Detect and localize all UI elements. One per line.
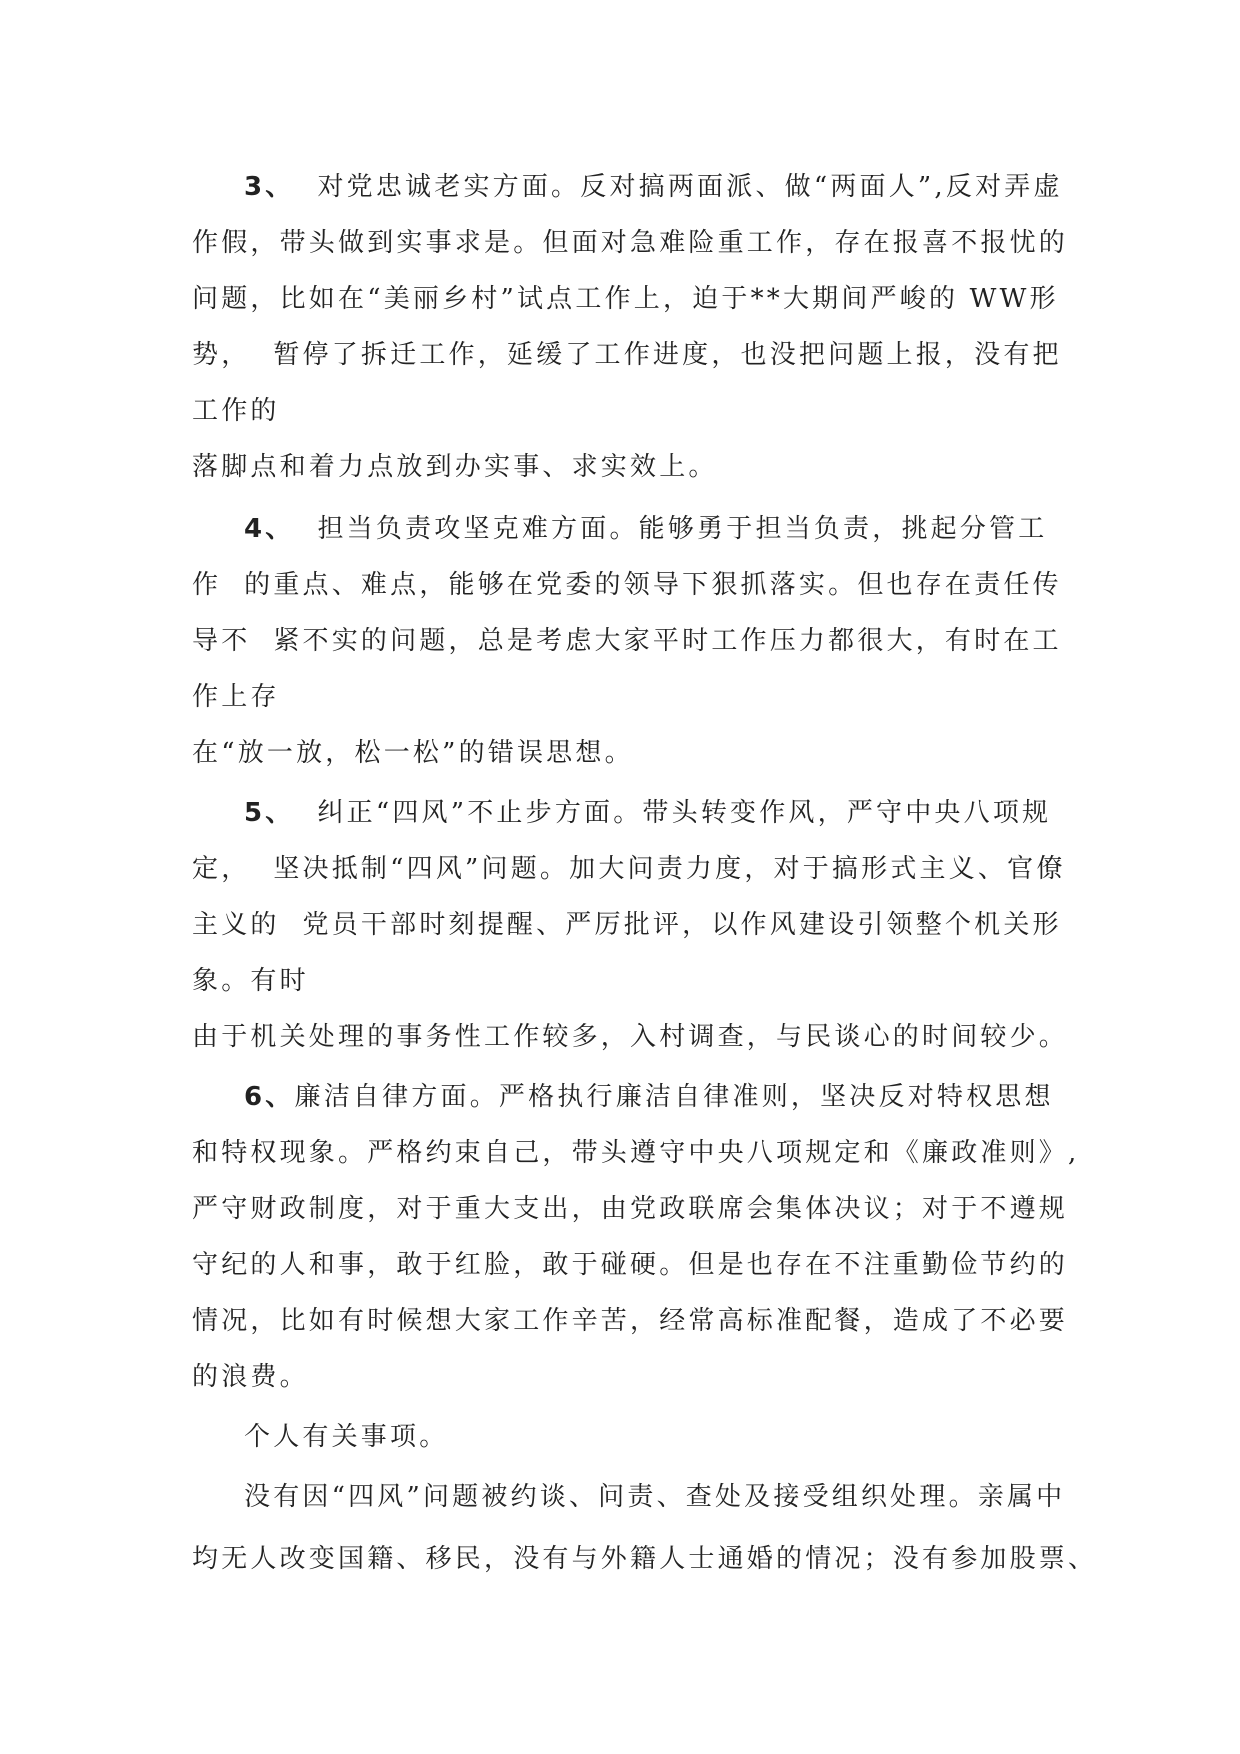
section-3-line-4: 势， 暂停了拆迁工作，延缓了工作进度，也没把问题上报，没有把 <box>192 340 1062 370</box>
section-3-line-5: 工作的 <box>192 396 280 426</box>
section-6-number: 6、 <box>244 1082 295 1112</box>
section-6-line-3: 严守财政制度，对于重大支出，由党政联席会集体决议；对于不遵规 <box>192 1194 1069 1224</box>
section-6-line-2: 和特权现象。严格约束自己，带头遵守中央八项规定和《廉政准则》, <box>192 1138 1080 1168</box>
section-3-line-1: 3、 对党忠诚老实方面。反对搞两面派、做“两面人”,反对弄虚 <box>244 172 1063 202</box>
section-3-line-6: 落脚点和着力点放到办实事、求实效上。 <box>192 452 718 482</box>
section-6-line-4: 守纪的人和事，敢于红脸，敢于碰硬。但是也存在不注重勤俭节约的 <box>192 1250 1069 1280</box>
section-6-line-1: 6、廉洁自律方面。严格执行廉洁自律准则，坚决反对特权思想 <box>244 1082 1054 1112</box>
section-3-number: 3、 <box>244 172 295 202</box>
section-5-line-2: 定， 坚决抵制“四风”问题。加大问责力度，对于搞形式主义、官僚 <box>192 854 1066 884</box>
section-3-line-2: 作假，带头做到实事求是。但面对急难险重工作，存在报喜不报忧的 <box>192 228 1069 258</box>
personal-line-2: 均无人改变国籍、移民，没有与外籍人士通婚的情况；没有参加股票、 <box>192 1544 1098 1574</box>
personal-line-1: 没有因“四风”问题被约谈、问责、查处及接受组织处理。亲属中 <box>244 1482 1066 1512</box>
section-3-line-3: 问题，比如在“美丽乡村”试点工作上，迫于**大期间严峻的 WW形 <box>192 284 1059 314</box>
section-5-line-5: 由于机关处理的事务性工作较多，入村调查，与民谈心的时间较少。 <box>192 1022 1069 1052</box>
section-5-number: 5、 <box>244 798 295 828</box>
personal-heading: 个人有关事项。 <box>244 1422 449 1452</box>
section-4-line-1: 4、 担当负责攻坚克难方面。能够勇于担当负责，挑起分管工 <box>244 514 1048 544</box>
section-4-line-3: 导不 紧不实的问题，总是考虑大家平时工作压力都很大，有时在工 <box>192 626 1062 656</box>
section-5-line-1: 5、 纠正“四风”不止步方面。带头转变作风，严守中央八项规 <box>244 798 1052 828</box>
section-4-number: 4、 <box>244 514 295 544</box>
section-6-line-6: 的浪费。 <box>192 1362 309 1392</box>
section-4-line-2: 作 的重点、难点，能够在党委的领导下狠抓落实。但也存在责任传 <box>192 570 1062 600</box>
section-5-line-4: 象。有时 <box>192 966 309 996</box>
section-4-line-4: 作上存 <box>192 682 280 712</box>
section-5-line-3: 主义的 党员干部时刻提醒、严厉批评，以作风建设引领整个机关形 <box>192 910 1062 940</box>
section-6-line-5: 情况，比如有时候想大家工作辛苦，经常高标准配餐，造成了不必要 <box>192 1306 1069 1336</box>
section-4-line-5: 在“放一放，松一松”的错误思想。 <box>192 738 634 768</box>
